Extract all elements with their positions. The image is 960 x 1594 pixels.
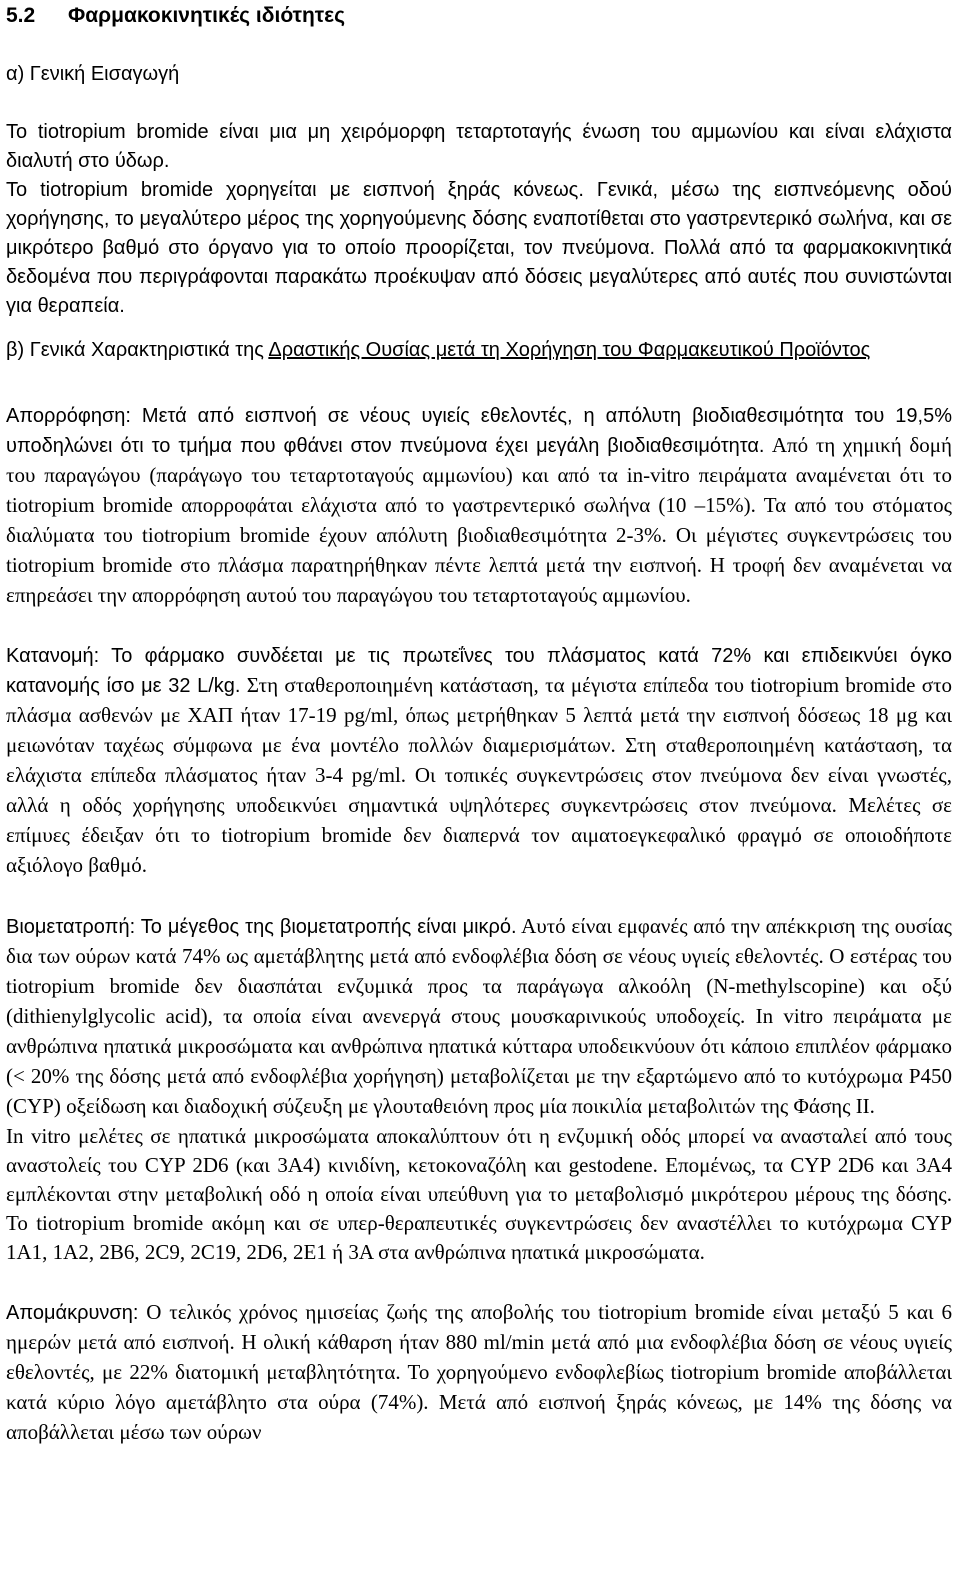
elimination-serif-text: Ο τελικός χρόνος ημισείας ζωής της αποβολής του tiotropium bromide είναι μεταξύ 5 και 6 ημερών μετά από εισπνοή. Η ολική κάθαρση ήταν 880 ml/min μετά από μια ενδοφλέβια δόση σε νέους υγιείς εθελοντές, με 22% διατομική μεταβλητότητα. Το χορηγούμενο ενδοφλεβίως tiotropium bromide αποβάλλεται κατά κύριο λόγο αμετάβλητο στα ούρα (74%). Μετά από εισπνοή ξηράς κόνεως, με 14% της δόσης να αποβάλλεται μέσω των ούρων <box>6 1300 952 1444</box>
general-heading-underlined: Δραστικής Ουσίας μετά τη Χορήγηση του Φαρμακευτικού Προϊόντος <box>268 339 871 361</box>
section-number: 5.2 <box>6 4 36 27</box>
distribution-serif-text: Στη σταθεροποιημένη κατάσταση, τα μέγιστα επίπεδα του tiotropium bromide στο πλάσμα ασθενών με ΧΑΠ ήταν 17-19 pg/ml, όπως μετρήθηκαν 5 λεπτά μετά την εισπνοή δόσεως 18 μg και μειωνόταν ταχέως σύμφωνα με ένα μοντέλο πολλών διαμερισμάτων. Στη σταθεροποιημένη κατάσταση, τα ελάχιστα επίπεδα πλάσματος ήταν 3-4 pg/ml. Οι τοπικές συγκεντρώσεις στον πνεύμονα δεν είναι γνωστές, αλλά η οδός χορήγησης υποδεικνύει σημαντικά υψηλότερες συγκεντρώσεις στον πνεύμονα. Μελέτες σε επίμυες έδειξαν ότι το tiotropium bromide δεν διαπερνά τον αιματοεγκεφαλικό φραγμό σε οποιοδήποτε αξιόλογο βαθμό. <box>6 673 953 877</box>
intro-heading: α) Γενική Εισαγωγή <box>6 63 180 85</box>
general-heading-prefix: β) Γενικά Χαρακτηριστικά της <box>6 339 269 361</box>
elimination-sans-text: Απομάκρυνση: <box>6 1302 139 1324</box>
intro-paragraph-2: Το tiotropium bromide χορηγείται με εισπνοή ξηράς κόνεως. Γενικά, μέσω της εισπνεόμενης οδού χορήγησης, το μεγαλύτερο μέρος της χορηγούμενης δόσης εναποτίθεται στο γαστρεντερικό σωλήνα, και σε μικρότερο βαθμό στο όργανο για το οποίο προορίζεται, τον πνεύμονα. Πολλά από τα φαρμακοκινητικά δεδομένα που περιγράφονται παρακάτω προέκυψαν από δόσεις μεγαλύτερες από αυτές που συνιστώνται για θεραπεία. <box>6 179 952 317</box>
distribution-paragraph <box>6 642 952 881</box>
biotransformation-paragraph <box>6 912 952 1122</box>
biotransformation-sans-text: Βιομετατροπή: Το μέγεθος της βιομετατροπής είναι μικρό. <box>6 916 517 938</box>
intro-paragraph-1: Το tiotropium bromide είναι μια μη χειρόμορφη τεταρτοταγής ένωση του αμμωνίου και είναι ελάχιστα διαλυτή στο ύδωρ. <box>6 121 952 172</box>
document-page <box>6 0 952 1448</box>
absorption-paragraph <box>6 402 952 611</box>
section-title: Φαρμακοκινητικές ιδιότητες <box>68 4 346 27</box>
biotransformation-paragraph-2: In vitro μελέτες σε ηπατικά μικροσώματα αποκαλύπτουν ότι η ενζυμική οδός μπορεί να ανασταλεί από τους αναστολείς του CYP 2D6 (και 3A4) κινιδίνη, κετοκοναζόλη και gestodene. Επομένως, τα CYP 2D6 και 3A4 εμπλέκονται στην μεταβολική οδό η οποία είναι υπεύθυνη για το μεταβολισμό μικρότερου μέρους της δόσης. Το tiotropium bromide ακόμη και σε υπερ-θεραπευτικές συγκεντρώσεις δεν αναστέλλει το κυτόχρωμα CYP 1A1, 1A2, 2B6, 2C9, 2C19, 2D6, 2E1 ή 3A στα ανθρώπινα ηπατικά μικροσώματα. <box>6 1124 952 1264</box>
distribution-sans-text: Κατανομή: Το φάρμακο συνδέεται με τις πρωτεΐνες του πλάσματος κατά 72% και επιδεικνύει όγκο κατανομής ίσο με 32 L/kg. <box>6 645 952 697</box>
general-heading <box>6 336 952 365</box>
biotransformation-serif-text: Αυτό είναι εμφανές από την απέκκριση της ουσίας δια των ούρων κατά 74% ως αμετάβλητης μετά από ενδοφλέβια δόση σε νέους υγιείς εθελοντές. Ο εστέρας του tiotropium bromide δεν διασπάται ενζυμικά προς τα παράγωγα αλκοόλη (N-methylscopine) και οξύ (dithienylglycolic acid), τα οποία είναι ανενεργά στους μουσκαρινικούς υποδοχείς. In vitro πειράματα με ανθρώπινα ηπατικά μικροσώματα και ανθρώπινα ηπατικά κύτταρα υποδεικνύουν ότι κάποιο επιπλέον φάρμακο (< 20% της δόσης μετά από ενδοφλέβια χορήγηση) μεταβολίζεται με την εξαρτώμενο από το κυτόχρωμα P450 (CYP) οξείδωση και διαδοχική σύζευξη με γλουταθειόνη προς μία ποικιλία μεταβολιτών της Φάσης ΙΙ. <box>6 914 952 1118</box>
section-heading <box>6 2 952 30</box>
absorption-serif-text: Από τη χημική δομή του παραγώγου (παράγωγο του τεταρτοταγούς αμμωνίου) και από τα in-vitro πειράματα αναμένεται ότι το tiotropium bromide απορροφάται ελάχιστα από το γαστρεντερικό σωλήνα (10 –15%). Τα από του στόματος διαλύματα του tiotropium bromide έχουν απόλυτη βιοδιαθεσιμότητα 2-3%. Οι μέγιστες συγκεντρώσεις του tiotropium bromide στο πλάσμα παρατηρήθηκαν πέντε λεπτά μετά την εισπνοή. Η τροφή δεν αναμένεται να επηρεάσει την απορρόφηση αυτού του παραγώγου του τεταρτοταγούς αμμωνίου. <box>6 433 953 607</box>
elimination-paragraph <box>6 1298 952 1448</box>
absorption-sans-text: Απορρόφηση: Μετά από εισπνοή σε νέους υγιείς εθελοντές, η απόλυτη βιοδιαθεσιμότητα του 19,5% υποδηλώνει ότι το τμήμα που φθάνει στον πνεύμονα έχει μεγάλη βιοδιαθεσιμότητα. <box>6 405 952 457</box>
